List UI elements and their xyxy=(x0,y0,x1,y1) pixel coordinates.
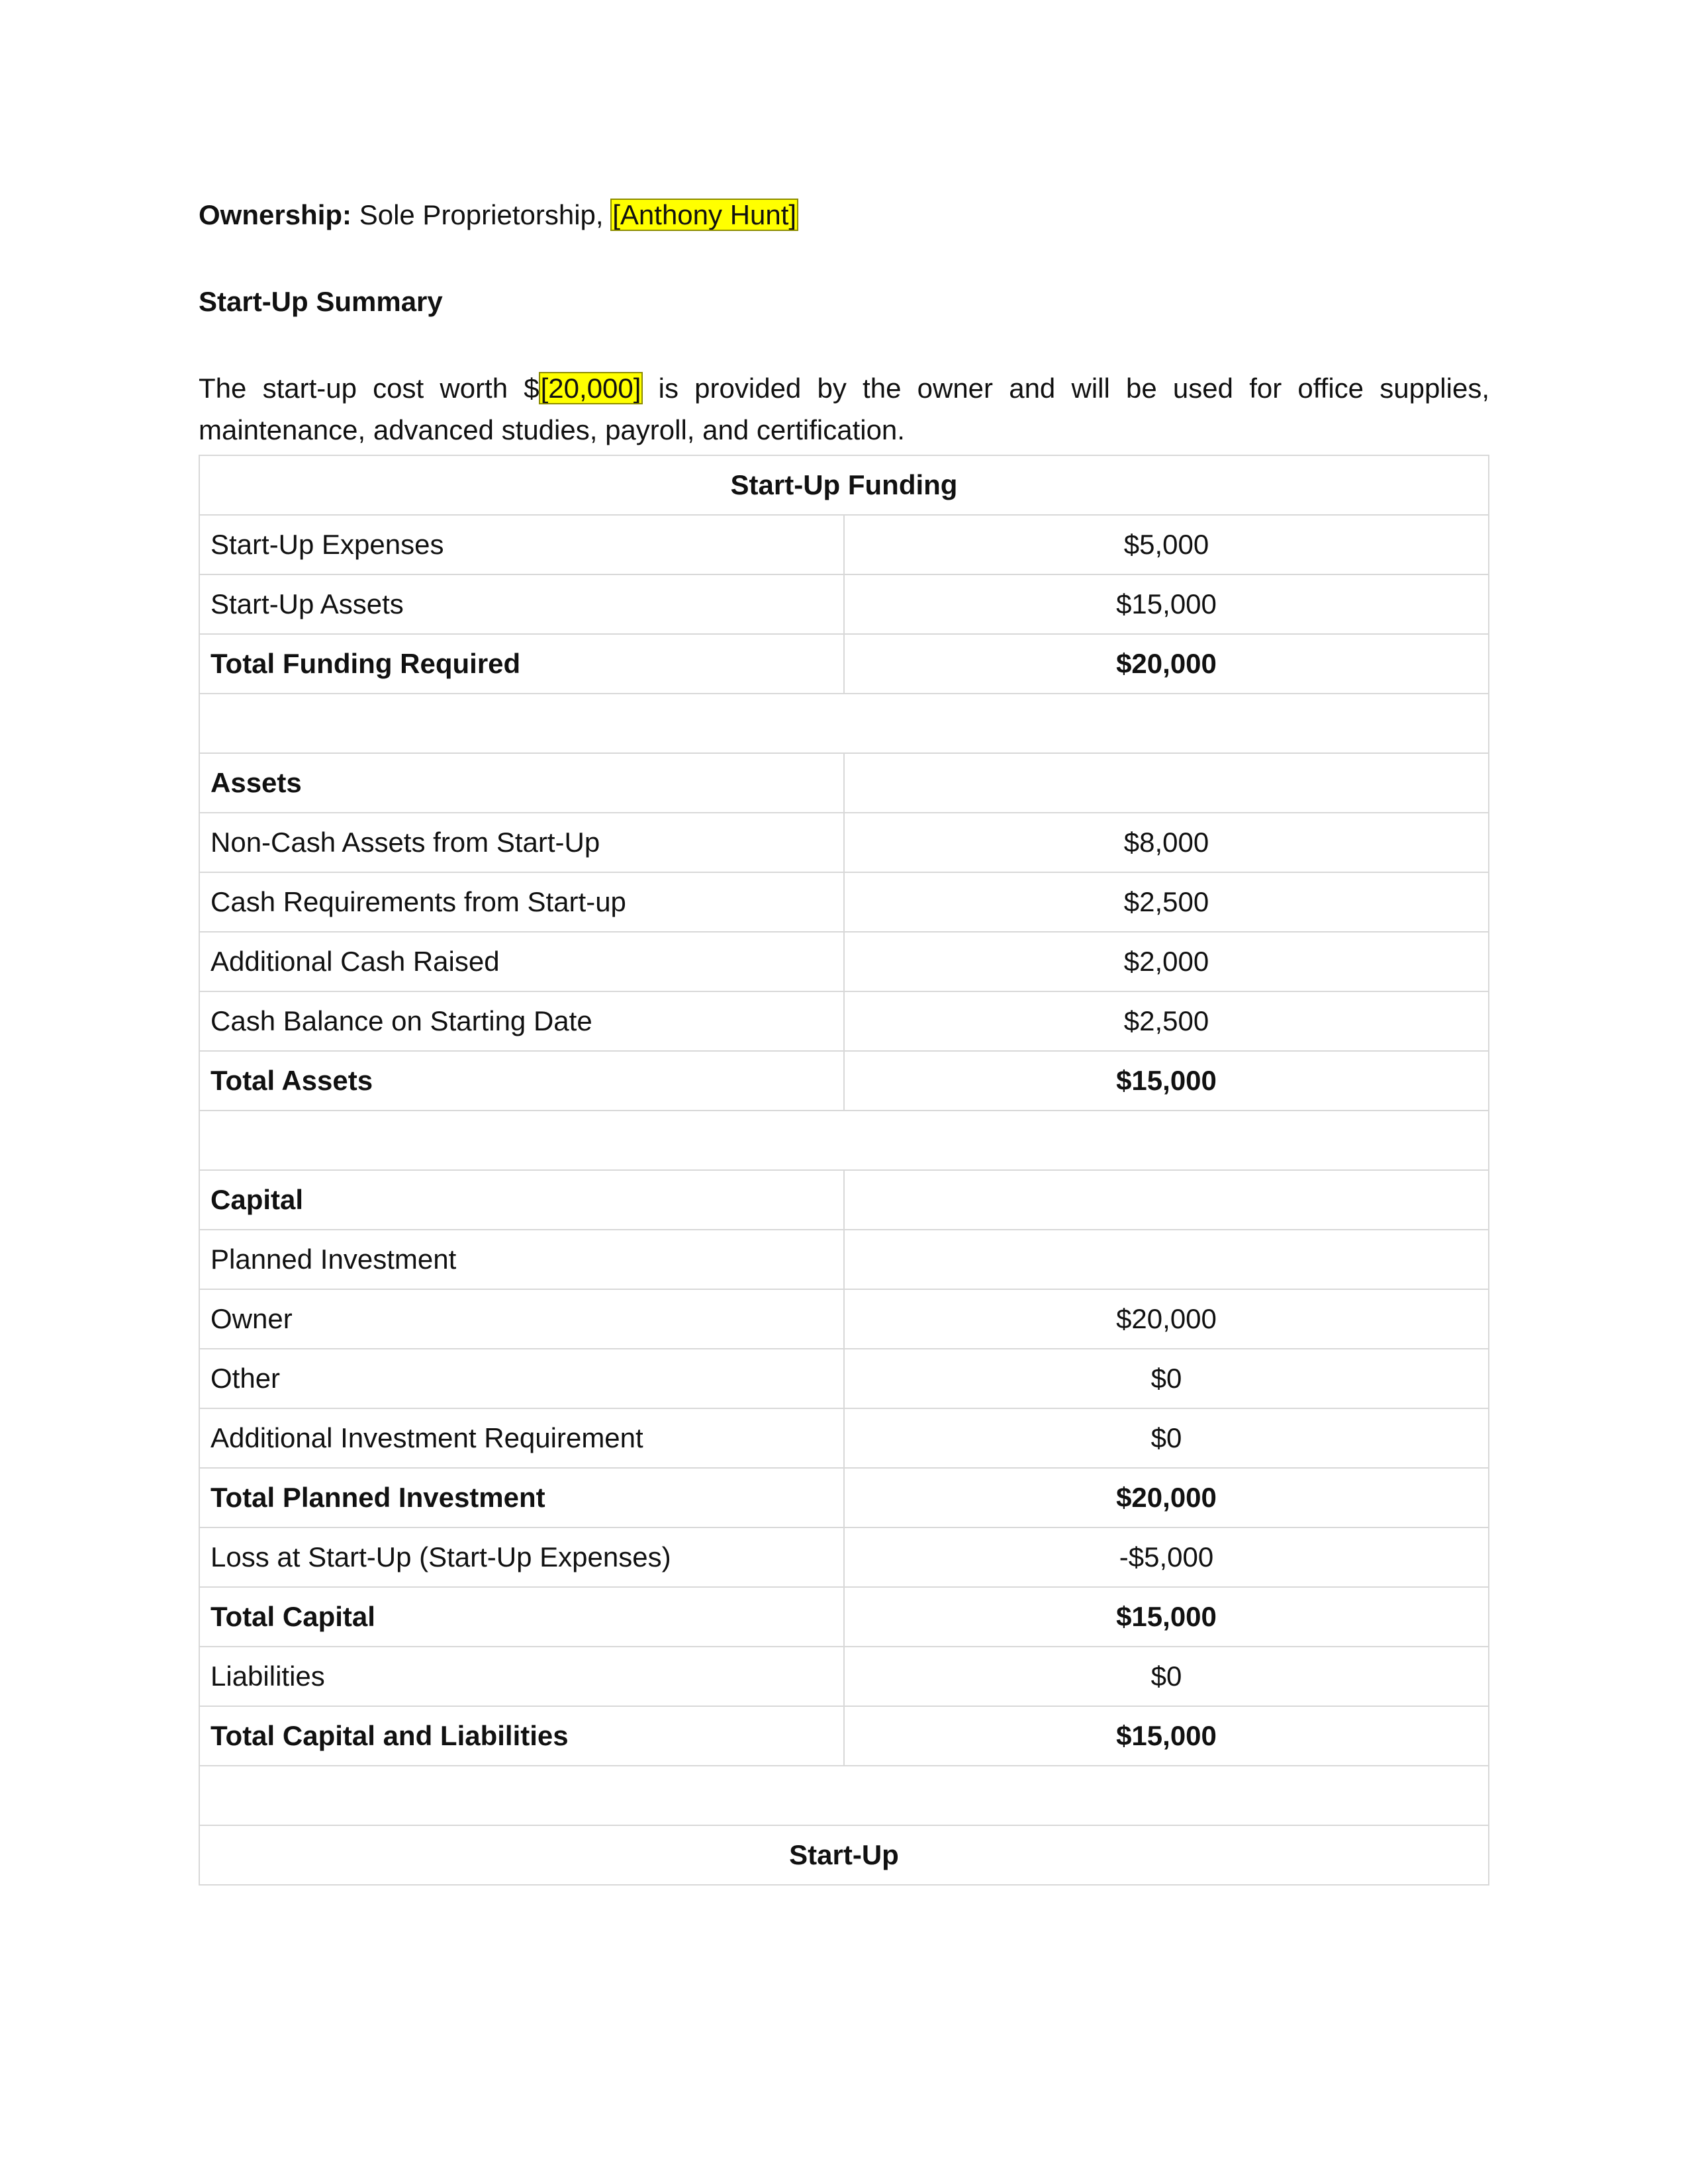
row-value: $8,000 xyxy=(844,813,1489,872)
table-row xyxy=(199,1170,1489,1230)
row-label: Liabilities xyxy=(199,1647,844,1706)
table-row xyxy=(199,1408,1489,1468)
row-label: Start-Up Assets xyxy=(199,574,844,634)
table-footer: Start-Up xyxy=(199,1825,1489,1885)
row-label: Non-Cash Assets from Start-Up xyxy=(199,813,844,872)
row-value: -$5,000 xyxy=(844,1527,1489,1587)
row-value: $2,000 xyxy=(844,932,1489,991)
table-row xyxy=(199,515,1489,574)
table-row xyxy=(199,1527,1489,1587)
row-label: Total Planned Investment xyxy=(199,1468,844,1527)
row-value xyxy=(844,753,1489,813)
table-row xyxy=(199,1349,1489,1408)
table-title-row xyxy=(199,455,1489,515)
table-row xyxy=(199,1647,1489,1706)
row-label: Cash Requirements from Start-up xyxy=(199,872,844,932)
row-label: Cash Balance on Starting Date xyxy=(199,991,844,1051)
intro-suffix: is provided by the owner and will be used for office supplies, maintenance, advanced studies, payroll, and certification. xyxy=(199,373,1489,445)
table-row xyxy=(199,634,1489,694)
row-label: Capital xyxy=(199,1170,844,1230)
row-value: $15,000 xyxy=(844,1706,1489,1766)
row-value: $15,000 xyxy=(844,1051,1489,1111)
row-label: Loss at Start-Up (Start-Up Expenses) xyxy=(199,1527,844,1587)
row-value: $5,000 xyxy=(844,515,1489,574)
row-label: Total Assets xyxy=(199,1051,844,1111)
table-row xyxy=(199,932,1489,991)
table-row xyxy=(199,1468,1489,1527)
row-value: $0 xyxy=(844,1349,1489,1408)
row-value: $0 xyxy=(844,1647,1489,1706)
row-value: $20,000 xyxy=(844,1468,1489,1527)
table-footer-row xyxy=(199,1825,1489,1885)
ownership-label: Ownership: xyxy=(199,199,352,230)
table-row xyxy=(199,1706,1489,1766)
row-label: Other xyxy=(199,1349,844,1408)
intro-prefix: The start-up cost worth $ xyxy=(199,373,539,404)
table-row xyxy=(199,1289,1489,1349)
row-value xyxy=(844,1230,1489,1289)
row-label: Planned Investment xyxy=(199,1230,844,1289)
startup-summary-heading: Start-Up Summary xyxy=(199,286,443,317)
table-row xyxy=(199,1230,1489,1289)
table-row xyxy=(199,1051,1489,1111)
table-title: Start-Up Funding xyxy=(199,455,1489,515)
spacer-cell xyxy=(199,1111,1489,1170)
ownership-line xyxy=(199,195,798,235)
startup-cost-placeholder: [20,000] xyxy=(540,373,641,404)
spacer-row xyxy=(199,1111,1489,1170)
table-row xyxy=(199,753,1489,813)
row-value: $20,000 xyxy=(844,634,1489,694)
table-row xyxy=(199,1587,1489,1647)
row-label: Owner xyxy=(199,1289,844,1349)
row-label: Total Funding Required xyxy=(199,634,844,694)
row-value: $20,000 xyxy=(844,1289,1489,1349)
table-row xyxy=(199,991,1489,1051)
row-value: $15,000 xyxy=(844,1587,1489,1647)
table-row xyxy=(199,813,1489,872)
spacer-cell xyxy=(199,1766,1489,1825)
row-label: Additional Investment Requirement xyxy=(199,1408,844,1468)
row-value: $0 xyxy=(844,1408,1489,1468)
row-label: Start-Up Expenses xyxy=(199,515,844,574)
spacer-row xyxy=(199,1766,1489,1825)
row-value: $2,500 xyxy=(844,872,1489,932)
table-row xyxy=(199,574,1489,634)
row-label: Total Capital and Liabilities xyxy=(199,1706,844,1766)
row-label: Assets xyxy=(199,753,844,813)
row-value: $15,000 xyxy=(844,574,1489,634)
ownership-type: Sole Proprietorship, xyxy=(352,199,612,230)
owner-name-placeholder: [Anthony Hunt] xyxy=(612,199,797,230)
row-value xyxy=(844,1170,1489,1230)
startup-summary-paragraph xyxy=(199,367,1489,451)
row-label: Additional Cash Raised xyxy=(199,932,844,991)
row-label: Total Capital xyxy=(199,1587,844,1647)
spacer-row xyxy=(199,694,1489,753)
row-value: $2,500 xyxy=(844,991,1489,1051)
spacer-cell xyxy=(199,694,1489,753)
startup-funding-table xyxy=(199,455,1489,1886)
table-row xyxy=(199,872,1489,932)
